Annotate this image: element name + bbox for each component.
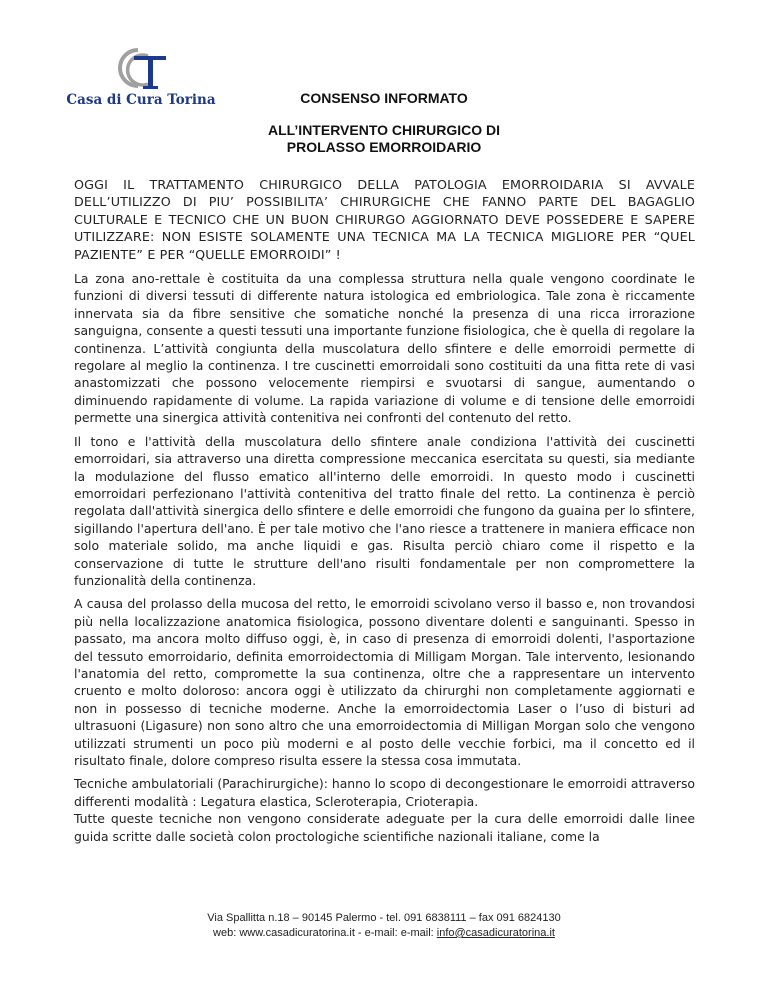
page-subtitle-line-2: PROLASSO EMORROIDARIO <box>286 139 482 155</box>
footer-contacts <box>0 926 768 941</box>
page-footer <box>0 911 768 941</box>
document-body <box>74 176 695 845</box>
paragraph-ambulatory: Tecniche ambulatoriali (Parachirurgiche): hanno lo scopo di decongestionare le emorroidi attraverso differenti modalità : Legatura elastica, Scleroterapia, Crioterapia. <box>74 776 695 809</box>
footer-web: web: www.casadicuratorina.it - e-mail: e-mail: <box>213 927 437 939</box>
paragraph-prolapse: A causa del prolasso della mucosa del retto, le emorroidi scivolano verso il basso e, non trovandosi più nella localizzazione anatomica fisiologica, possono diventare dolenti e sanguinanti. Spesso in passato, ma ancora molto diffuso oggi, è, in caso di presenza di emorroidi dolenti, l'asportazione del tessuto emorroidario, definita emorroidectomia di Milligam Morgan. Tale intervento, lesionando l'anatomia del retto, compromette la sua continenza, oltre che a rappresentare un intervento cruento e molto doloroso: ancora oggi è utilizzato da chirurghi non completamente aggiornati e non in possesso di tecniche moderne. Anche la emorroidectomia Laser o l’uso di bisturi ad ultrasuoni (Ligasure) non sono altro che una emorroidectomia di Milligan Morgan solo che vengono utilizzati strumenti un poco più moderni e al posto delle vecchie forbici, ma il concetto ed il risultato finale, dolore compreso risulta essere la stessa cosa immutata. <box>74 596 695 768</box>
paragraph-sphincter: Il tono e l'attività della muscolatura dello sfintere anale condiziona l'attività dei cuscinetti emorroidari, sia attraverso una diretta compressione meccanica esercitata su questi, sia mediante la modulazione del flusso ematico all'interno delle emorroidi. In questo modo i cuscinetti emorroidari perfezionano l'attività contenitiva del tratto finale del retto. La continenza è perciò regolata dall'attività sinergica dello sfintere e delle emorroidi che fungono da guaina per lo sfintere, sigillando l'apertura dell'ano. È per tale motivo che l'ano riesce a trattenere in maniera efficace non solo materiale solido, ma anche liquidi e gas. Risulta perciò chiaro come il rispetto e la conservazione di tutte le strutture dell'ano risulti fondamentale per non compromettere la funzionalità della continenza. <box>74 433 695 588</box>
cct-monogram-icon <box>104 44 178 92</box>
lead-paragraph: OGGI IL TRATTAMENTO CHIRURGICO DELLA PATOLOGIA EMORROIDARIA SI AVVALE DELL’UTILIZZO DI PIU’ POSSIBILITA’ CHIRURGICHE CHE FANNO PARTE DEL BAGAGLIO CULTURALE E TECNICO CHE UN BUON CHIRURGO AGGIORNATO DEVE POSSEDERE E SAPERE UTILIZZARE: NON ESISTE SOLAMENTE UNA TECNICA MA LA TECNICA MIGLIORE PER “QUEL PAZIENTE” E PER “QUELLE EMORROIDI” ! <box>74 177 695 262</box>
page-title: CONSENSO INFORMATO <box>300 90 468 106</box>
document-heading <box>200 90 568 156</box>
logo-text: Casa di Cura Torina <box>66 92 216 108</box>
footer-address: Via Spallitta n.18 – 90145 Palermo - tel. 091 6838111 – fax 091 6824130 <box>207 912 561 924</box>
paragraph-guidelines: Tutte queste tecniche non vengono considerate adeguate per la cura delle emorroidi dalle linee guida scritte dalle società colon proctologiche scientifiche nazionali italiane, come la <box>74 811 695 844</box>
footer-email-link[interactable]: info@casadicuratorina.it <box>436 927 555 939</box>
clinic-logo <box>66 44 216 114</box>
paragraph-anatomy: La zona ano-rettale è costituita da una complessa struttura nella quale vengono coordinate le funzioni di diversi tessuti di differente natura istologica ed embriologica. Tale zona è riccamente innervata sia da fibre sensitive che somatiche nonché la presenza di una ricca irrorazione sanguigna, consente a questi tessuti una importante funzione fisiologica, che è quella di regolare la continenza. L’attività congiunta della muscolatura dello sfintere e delle emorroidi permette di regolare al meglio la continenza. I tre cuscinetti emorroidali sono costituiti da una fitta rete di vasi anastomizzati che possono velocemente riempirsi e svuotarsi di sangue, aumentando o diminuendo rapidamente di volume. La rapida variazione di volume e di tensione delle emorroidi permette una sinergica attività contenitiva nei confronti del contenuto del retto. <box>74 271 695 426</box>
page-subtitle-line-1: ALL’INTERVENTO CHIRURGICO DI <box>267 122 501 138</box>
